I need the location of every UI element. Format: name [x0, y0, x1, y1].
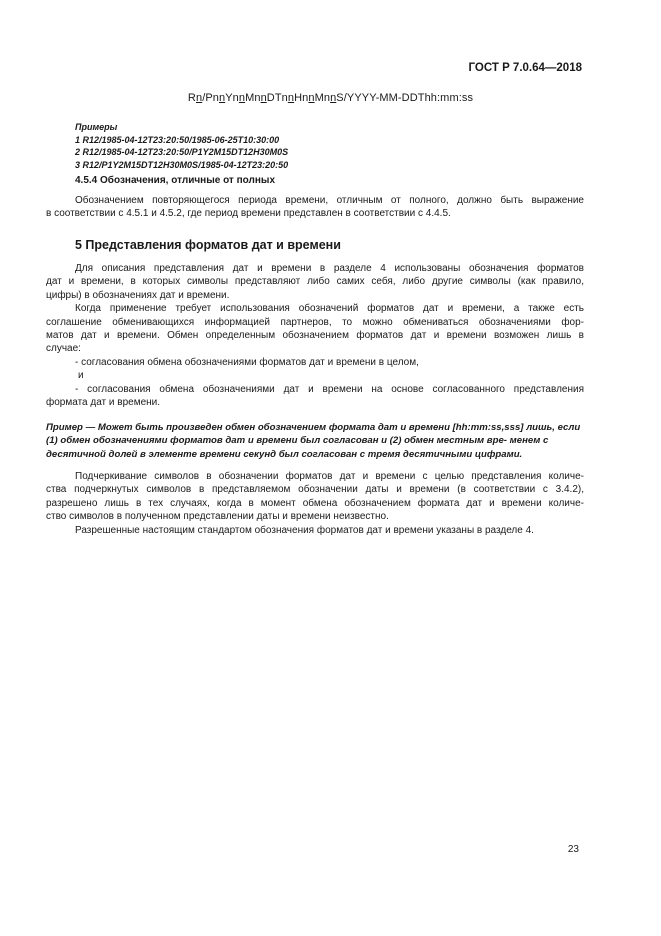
formula-underlined-char: n [330, 92, 337, 104]
formula-text: n [323, 92, 331, 104]
formula-text: Y [225, 92, 233, 104]
formula-text: M [245, 92, 255, 104]
note-line: лишь, если (1) обмен обозначениями форматов дат и времени был согласован и (2) обмен местным вре- [46, 422, 581, 447]
formula-underlined-char: n [308, 92, 315, 104]
paragraph-description [46, 262, 584, 409]
example-note [46, 421, 584, 461]
formula-underlined-char: n [260, 92, 267, 104]
list-item: - согласования обмена обозначениями дат и времени на основе согласованного представления [75, 383, 584, 395]
formula-text: n [254, 92, 261, 104]
formula-underlined-char: n [195, 92, 203, 104]
examples-block [75, 121, 288, 171]
formula-text: S/YYYY-MM-DDThh:mm:ss [336, 92, 474, 104]
subsection-heading: 4.5.4 Обозначения, отличные от полных [75, 175, 275, 186]
text-line: Для описания представления дат и времени в разделе 4 использованы обозначения форматов [75, 263, 584, 274]
text-line: Когда применение требует использования обозначений форматов дат и времени, а также есть [75, 303, 584, 315]
standard-header: ГОСТ Р 7.0.64—2018 [468, 62, 582, 74]
text-line: в соответствии с 4.5.1 и 4.5.2, где период времени представлен в соответствии с 4.4.5. [46, 208, 451, 220]
note-line: Пример — Может быть произведен обмен обозначением формата дат и времени [hh:mm:ss,sss] [46, 422, 524, 433]
text-line: Разрешенные настоящим стандартом обозначения форматов дат и времени указаны в разделе 4. [75, 524, 534, 536]
formula-segments [188, 92, 473, 104]
page-number: 23 [567, 844, 579, 855]
formula-text: n [302, 92, 309, 104]
paragraph-reduced-notation [46, 194, 584, 221]
examples-title: Примеры [75, 122, 118, 132]
formula-text: n [212, 92, 219, 104]
text-line: дат и времени, в которых символы представляют либо самих себя, либо другие символы (как правило, [46, 276, 584, 288]
formula-text: n [281, 92, 288, 104]
example-item: 1 R12/1985-04-12T23:20:50/1985-06-25T10:30:00 [75, 134, 280, 145]
text-line: ство символов в полученном представлении даты и времени неизвестно. [46, 511, 389, 523]
text-line: Подчеркивание символов в обозначении форматов дат и времени с целью представления количе- [75, 471, 584, 482]
text-line: ства подчеркнутых символов в представляемом обозначении даты и времени (в соответствии с 3.4.2), [46, 484, 584, 496]
formula-underlined-char: n [219, 92, 226, 104]
text-line: соглашение обменивающихся информацией партнеров, то можно обмениваться обозначениями фор- [46, 316, 584, 328]
list-item: - согласования обмена обозначениями форматов дат и времени в целом, [75, 356, 419, 368]
example-item: 2 R12/1985-04-12T23:20:50/P1Y2M15DT12H30M0S [75, 147, 289, 157]
formula-text: DT [266, 92, 282, 104]
text-line: формата дат и времени. [46, 397, 161, 409]
section-heading: 5 Представления форматов дат и времени [75, 238, 341, 252]
list-conjunction: и [78, 370, 84, 382]
paragraph-underlining [46, 470, 584, 537]
formula-text: R [187, 92, 196, 104]
format-formula [0, 92, 661, 104]
text-line: цифры) в обозначениях дат и времени. [46, 289, 230, 301]
text-line: случае: [46, 343, 81, 355]
text-line: Обозначением повторяющегося периода времени, отличным от полного, должно быть выражение [75, 195, 584, 206]
formula-text: H [294, 92, 303, 104]
text-line: матов дат и времени. Обмен определенным обозначением форматов дат и времени возможен лишь в [46, 330, 584, 342]
formula-text: /P [202, 92, 213, 104]
example-item: 3 R12/P1Y2M15DT12H30M0S/1985-04-12T23:20:50 [75, 159, 289, 170]
text-line: разрешено лишь в тех случаях, когда в момент обмена обозначением формата дат и времени количе- [46, 497, 584, 509]
formula-text: n [232, 92, 239, 104]
formula-underlined-char: n [287, 92, 295, 104]
formula-text: M [314, 92, 324, 104]
note-line: менем с десятичной долей в элементе времени секунд был согласован с тремя десятичными цифрами. [46, 435, 549, 460]
formula-underlined-char: n [238, 92, 246, 104]
